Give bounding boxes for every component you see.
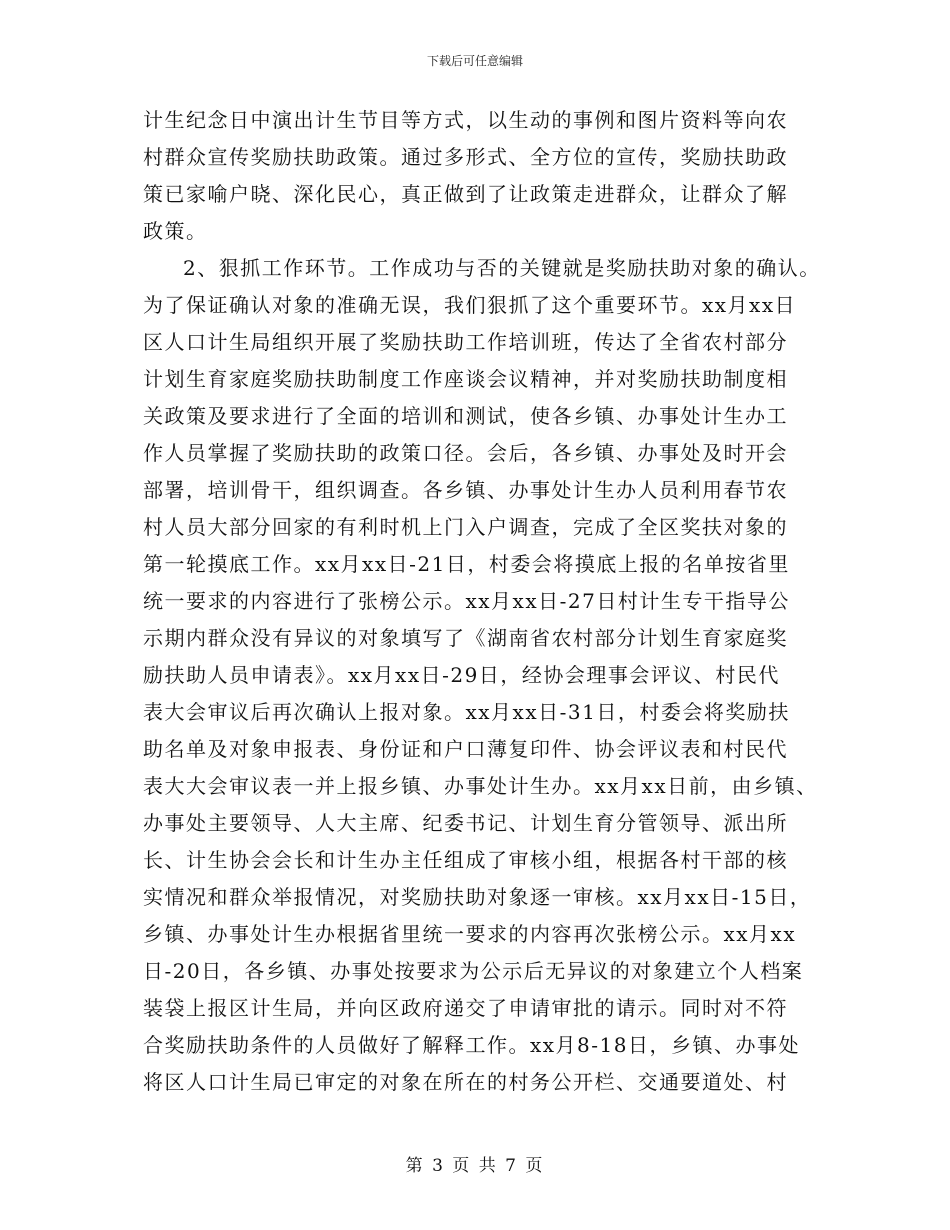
- body-line: 装袋上报区计生局，并向区政府递交了申请审批的请示。同时对不符: [143, 996, 788, 1020]
- body-line: 计生纪念日中演出计生节目等方式，以生动的事例和图片资料等向农: [143, 108, 788, 132]
- body-line: 合奖励扶助条件的人员做好了解释工作。xx月8-18日，乡镇、办事处: [143, 1033, 800, 1057]
- body-line: 村人员大部分回家的有利时机上门入户调查，完成了全区奖扶对象的: [143, 515, 788, 539]
- body-line: 表大大会审议表一并上报乡镇、办事处计生办。xx月xx日前，由乡镇、: [143, 774, 818, 798]
- body-line: 办事处主要领导、人大主席、纪委书记、计划生育分管领导、派出所: [143, 811, 788, 835]
- body-line: 将区人口计生局已审定的对象在所在的村务公开栏、交通要道处、村: [143, 1070, 788, 1094]
- paragraph-start-line: 2、狠抓工作环节。工作成功与否的关键就是奖励扶助对象的确认。: [183, 256, 821, 280]
- body-line: 长、计生协会会长和计生办主任组成了审核小组，根据各村干部的核: [143, 848, 788, 872]
- body-line: 计划生育家庭奖励扶助制度工作座谈会议精神，并对奖励扶助制度相: [143, 367, 788, 391]
- body-line: 示期内群众没有异议的对象填写了《湖南省农村部分计划生育家庭奖: [143, 626, 788, 650]
- body-line: 实情况和群众举报情况，对奖励扶助对象逐一审核。xx月xx日-15日，: [143, 885, 812, 909]
- body-line: 区人口计生局组织开展了奖励扶助工作培训班，传达了全省农村部分: [143, 330, 788, 354]
- body-line: 关政策及要求进行了全面的培训和测试，使各乡镇、办事处计生办工: [143, 404, 788, 428]
- page-number: 第 3 页 共 7 页: [405, 1156, 545, 1176]
- body-line: 为了保证确认对象的准确无误，我们狠抓了这个重要环节。xx月xx日: [143, 293, 797, 317]
- body-line: 日-20日，各乡镇、办事处按要求为公示后无异议的对象建立个人档案: [143, 959, 804, 983]
- body-line: 策已家喻户晓、深化民心，真正做到了让政策走进群众，让群众了解: [143, 182, 788, 206]
- body-line: 统一要求的内容进行了张榜公示。xx月xx日-27日村计生专干指导公: [143, 589, 790, 613]
- body-line: 村群众宣传奖励扶助政策。通过多形式、全方位的宣传，奖励扶助政: [143, 145, 788, 169]
- body-line: 政策。: [143, 219, 208, 243]
- body-line: 励扶助人员申请表》。xx月xx日-29日，经协会理事会评议、村民代: [143, 663, 780, 687]
- page-header-note: 下载后可任意编辑: [426, 54, 523, 68]
- body-line: 乡镇、办事处计生办根据省里统一要求的内容再次张榜公示。xx月xx: [143, 922, 797, 946]
- body-line: 作人员掌握了奖励扶助的政策口径。会后，各乡镇、办事处及时开会: [143, 441, 788, 465]
- document-body: [143, 102, 821, 1101]
- body-line: 第一轮摸底工作。xx月xx日-21日，村委会将摸底上报的名单按省里: [143, 552, 790, 576]
- body-line: 表大会审议后再次确认上报对象。xx月xx日-31日，村委会将奖励扶: [143, 700, 790, 724]
- body-line: 部署，培训骨干，组织调查。各乡镇、办事处计生办人员利用春节农: [143, 478, 788, 502]
- body-line: 助名单及对象申报表、身份证和户口薄复印件、协会评议表和村民代: [143, 737, 788, 761]
